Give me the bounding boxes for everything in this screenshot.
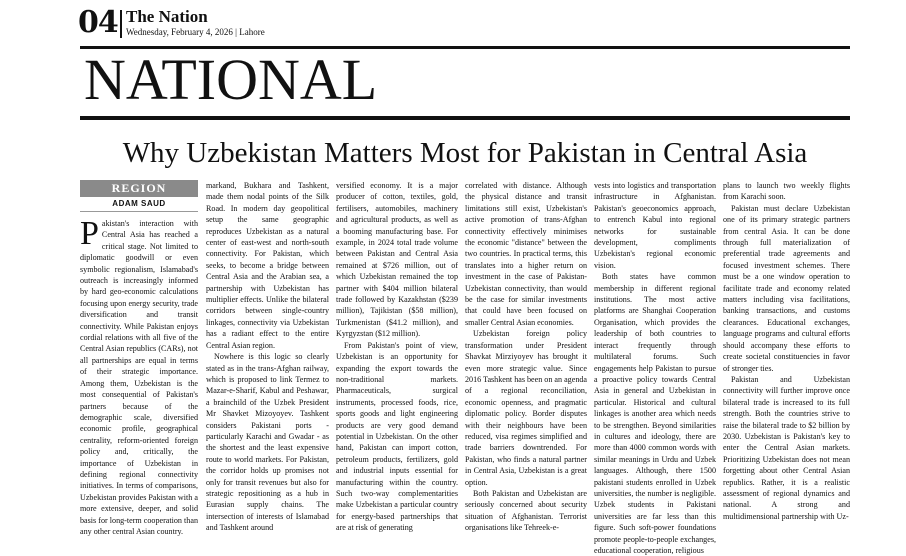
article-column-6 [723, 180, 850, 522]
section-title: NATIONAL [84, 47, 378, 112]
article-paragraph: Both Pakistan and Uzbekistan are seriously concerned about security situation of Afghanistan. Terrorist organisations like Tehreek-e- [465, 488, 587, 533]
article-column-1 [80, 180, 198, 537]
article-paragraph: Uzbekistan foreign policy transformation under President Shavkat Mirziyoyev has brought it even more strategic value. Since 2016 Tashkent has been on an agenda of a regional reconciliation, economic openness, and pragmatic diplomatic policy. Border disputes with their neighbours have been reduced, visa regimes simplified and trade barriers downtrended. For Pakistan, who finds a natural partner in Central Asia, Uzbekistan is a great option. [465, 329, 588, 487]
article-paragraph: markand, Bukhara and Tashkent, made them nodal points of the Silk Road. In modern day geopolitical setup the same geographic reproduces Uzbekistan as a natural center of east-west and north-south connectivity. For Pakistan, which seeks, to become a bridge between Central Asia and the Arabian sea, a partnership with Uzbekistan has multiplier effects. Unlike the bilateral corridors between single-country linkages, connectivity via Uzbekistan has a radiant effect to the entire Central Asian region. [206, 181, 329, 350]
article-column-5 [594, 180, 716, 556]
article-paragraph: Pakistan and Uzbekistan connectivity will further improve once bilateral trade is increased to its full strength. Both the countries strive to raise the bilateral trade to $2 billion by 2030. Uzbekistan is Pakistan's key to enter the Central Asian markets. Prioritizing Uzbekistan does not mean forgetting about other Central Asian republics. Rather, it is a realistic assessment of regional dynamics and national. A strong and multidimensional partnership with Uz- [723, 374, 850, 521]
byline: ADAM SAUD [80, 197, 198, 212]
article-paragraph: vests into logistics and transportation infrastructure in Afghanistan. Pakistan's geoeconomics approach, to entrench Kabul into regional networks for sustainable development, compliments Uzbekistan's regional economic vision. [594, 181, 716, 270]
article-paragraph: Nowhere is this logic so clearly stated as in the trans-Afghan railway, which is proposed to link Termez to Mazar-e-Sharif, Kabul and Peshawar, a brainchild of the Uzbek President Mr Shavket Mizoyoyev. Tashkent considers Pakistani ports - particularly Karachi and Gwadar - as the shortest and the least expensive route to world markets. For Pakistan, the corridor holds up promises not only for transit revenues but also for strategic repositioning as a hub in Eurasian supply chains. The intersection of interests of Islamabad and Tashkent around [206, 352, 329, 533]
drop-cap: P [80, 215, 99, 252]
article-paragraph: Pakistan's interaction with Central Asia has reached a critical stage. Not limited to diplomatic goodwill or even symbolic regionalism, Islamabad's outreach is increasingly informed by hard geo-economic calculations focusing upon energy security, trade diversification and transit connectivity. While Pakistan enjoys cordial relations with all five of the Central Asian republics (CARs), not all partnerships are equal in terms of their strategic importance. Among them, Uzbekistan is the most consequential of Pakistan's partners because of the demographic scale, diversified economic profile, geographical centrality, reform-oriented foreign policy and, critically, the importance of Uzbekistan in defining regional connectivity initiatives. In terms of comparisons, Uzbekistan provides Pakistan with a more extensive, deeper, and solid basis for long-term cooperation than any other central Asian country. [80, 215, 198, 536]
dateline: Wednesday, February 4, 2026 | Lahore [126, 27, 265, 37]
page-number: 04 [78, 5, 118, 40]
article-paragraph: correlated with distance. Although the physical distance and transit limitations still exist, Uzbekistan's active promotion of trans-Afghan connectivity effectively minimises the economic "distance" between the two countries. In practical terms, this translates into a higher return on investment in the case of Pakistan-Uzbekistan connectivity, than would be the case for similar investments that could have been focused on smaller Central Asian economies. [465, 181, 587, 327]
paper-name: The Nation [126, 7, 208, 26]
article-paragraph: plans to launch two weekly flights from Karachi soon. [723, 181, 850, 202]
masthead-divider [120, 10, 122, 38]
article-column-2 [206, 180, 329, 534]
article-paragraph: versified economy. It is a major producer of cotton, textiles, gold, fertilisers, automobiles, machinery and agricultural products, as well as a booming manufacturing base. For example, in 2024 total trade volume between Pakistan and Central Asia remained at $726 million, out of which Uzbekistan remained the top partner with $404 million bilateral trade followed by Kazakhstan ($239 million), Tajikistan ($58 million), Turkmenistan ($41.2 million), and Kyrgyzstan ($12 million). [336, 181, 458, 339]
article-paragraph: From Pakistan's point of view, Uzbekistan is an opportunity for expanding the export towards the non-traditional markets. Pharmaceuticals, surgical instruments, processed foods, rice, sports goods and light engineering products are very good demand potential in Uzbekistan. On the other hand, Pakistan can import cotton, petroleum products, fertilizers, gold and industrial inputs essential for manufacturing within the country. Such two-way complementarities make Uzbekistan a particular country for energy-based partnerships that are at risk of generating [336, 340, 458, 533]
section-bottom-rule [80, 116, 850, 120]
article-paragraph: Both states have common membership in different regional institutions. The most active platforms are Shanghai Cooperation Organisation, which provides the leadership of both countries to interact frequently through multilateral forums. Such engagements help Pakistan to pursue a proactive policy towards Central Asia in general and Uzbekistan in particular. Historical and cultural linkages is another area which needs to be strengthen. Beyond similarities in cultures and ideology, there are more than 4000 common words with similar meanings in Urdu and Uzbek languages. Although, there 1500 pakistani students enrolled in Uzbek universities, the number is negligible. Uzbek students in Pakistani universities are far less than this figure. Such soft-power foundations promote people-to-people exchanges, educational cooperation, religious [594, 272, 716, 555]
section-tag: REGION [80, 180, 198, 197]
article-column-3 [336, 180, 458, 534]
article-paragraph: Pakistan must declare Uzbekistan one of its primary strategic partners from central Asia. It can be done through full materialization of preferential trade agreements and focused investment schemes. There must be a one window operation to facilitate trade and economy related matters including visa facilitations, banking transactions, and customs clearances. Educational exchanges, language programs and cultural efforts should accompany these efforts to create societal constituencies in favor of stronger ties. [723, 203, 850, 373]
article-column-4 [465, 180, 587, 534]
headline: Why Uzbekistan Matters Most for Pakistan in Central Asia [122, 137, 808, 169]
